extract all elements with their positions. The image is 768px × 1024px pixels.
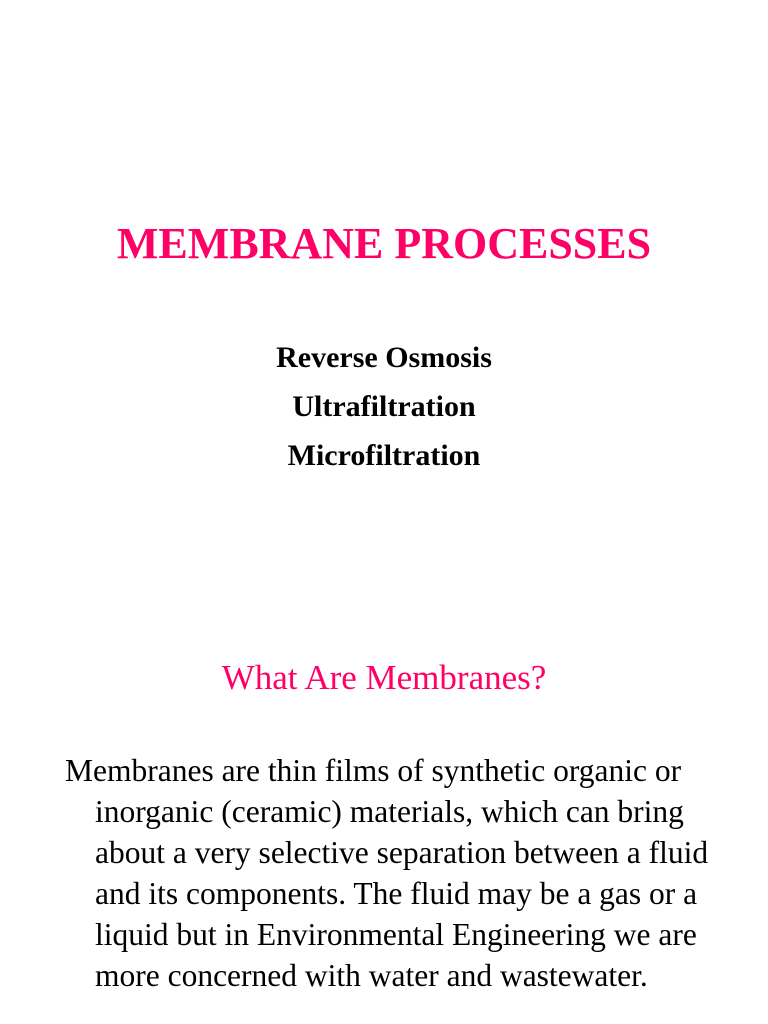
process-list bbox=[0, 333, 768, 480]
process-item-microfiltration: Microfiltration bbox=[287, 439, 481, 472]
process-item-reverse-osmosis: Reverse Osmosis bbox=[276, 341, 492, 374]
section-heading: What Are Membranes? bbox=[221, 658, 547, 697]
definition-paragraph: Membranes are thin films of synthetic organic or inorganic (ceramic) materials, which can bring about a very selective separation between a fluid and its components. The fluid may be a gas or a liquid but in Environmental Engineering we are more concerned with water and wastewater. bbox=[65, 753, 709, 993]
page-title: MEMBRANE PROCESSES bbox=[116, 219, 652, 268]
process-item-ultrafiltration: Ultrafiltration bbox=[292, 390, 476, 423]
